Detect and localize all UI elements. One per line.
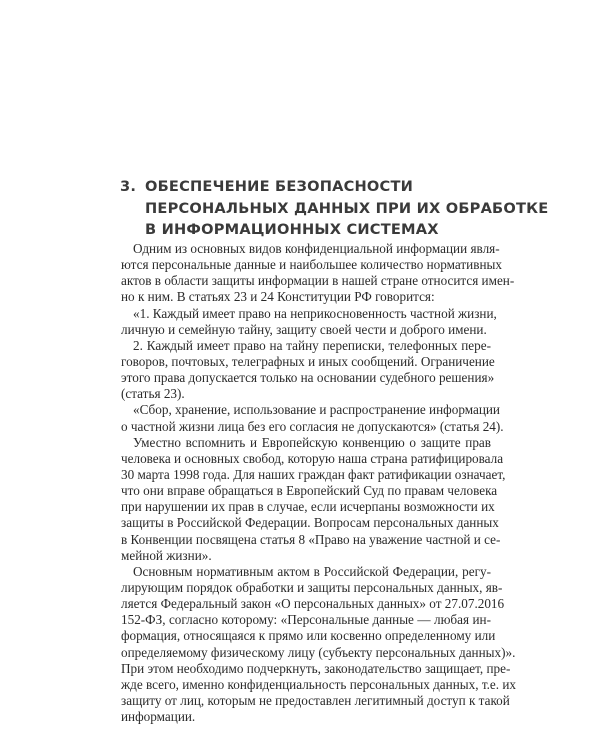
text-line: лирующим порядок обработки и защиты персональных данных, яв-	[121, 579, 503, 595]
text-line: жде всего, именно конфиденциальность персональных данных, т.е. их	[121, 676, 516, 692]
text-line: определяемому физическому лицу (субъекту персональных данных)».	[121, 644, 516, 660]
text-line: 30 марта 1998 года. Для наших граждан факт ратификации означает,	[121, 466, 506, 482]
section-heading	[120, 176, 549, 241]
text-line: Уместно вспомнить и Европейскую конвенцию о защите прав	[133, 434, 491, 450]
section-number: 3.	[120, 178, 137, 195]
text-line: информации.	[121, 709, 196, 725]
text-line: Основным нормативным актом в Российской Федерации, регу-	[133, 563, 491, 579]
text-line: 152-ФЗ, согласно которому: «Персональные данные — любая ин-	[121, 612, 491, 628]
body-text	[121, 241, 516, 725]
heading-line-2: ПЕРСОНАЛЬНЫХ ДАННЫХ ПРИ ИХ ОБРАБОТКЕ	[145, 199, 549, 217]
text-line: этого права допускается только на основании судебного решения»	[121, 370, 495, 386]
text-line: говоров, почтовых, телеграфных и иных сообщений. Ограничение	[121, 353, 495, 369]
text-line: ляется Федеральный закон «О персональных данных» от 27.07.2016	[121, 596, 505, 612]
text-line: что они вправе обращаться в Европейский Суд по правам человека	[121, 483, 498, 499]
text-line: (статья 23).	[121, 386, 185, 402]
text-line: «Сбор, хранение, использование и распространение информации	[133, 402, 500, 418]
text-line: ются персональные данные и наибольшее количество нормативных	[121, 257, 502, 273]
text-line: защиты в Российской Федерации. Вопросам персональных данных	[121, 515, 499, 531]
text-line: при нарушении их прав в случае, если исчерпаны возможности их	[121, 499, 495, 515]
text-line: но к ним. В статьях 23 и 24 Конституции РФ говорится:	[121, 289, 435, 305]
text-line: о частной жизни лица без его согласия не допускаются» (статья 24).	[121, 418, 504, 434]
text-line: человека и основных свобод, которую наша страна ратифицировала	[121, 450, 504, 466]
text-line: в Конвенции посвящена статья 8 «Право на уважение частной и се-	[121, 531, 501, 547]
heading-line-3: В ИНФОРМАЦИОННЫХ СИСТЕМАХ	[145, 221, 439, 238]
text-line: мейной жизни».	[121, 547, 212, 563]
text-line: актов в области защиты информации в нашей стране относится имен-	[121, 273, 515, 289]
heading-line-1: ОБЕСПЕЧЕНИЕ БЕЗОПАСНОСТИ	[145, 178, 414, 195]
text-line: защиту от лиц, которым не предоставлен легитимный доступ к такой	[121, 692, 510, 708]
text-line: При этом необходимо подчеркнуть, законодательство защищает, пре-	[121, 660, 511, 676]
text-line: «1. Каждый имеет право на неприкосновенность частной жизни,	[133, 305, 497, 321]
text-line: 2. Каждый имеет право на тайну переписки, телефонных пере-	[133, 337, 491, 353]
text-line: личную и семейную тайну, защиту своей чести и доброго имени.	[121, 321, 487, 337]
text-line: формация, относящаяся к прямо или косвенно определенному или	[121, 628, 496, 644]
text-line: Одним из основных видов конфиденциальной информации явля-	[133, 241, 500, 256]
